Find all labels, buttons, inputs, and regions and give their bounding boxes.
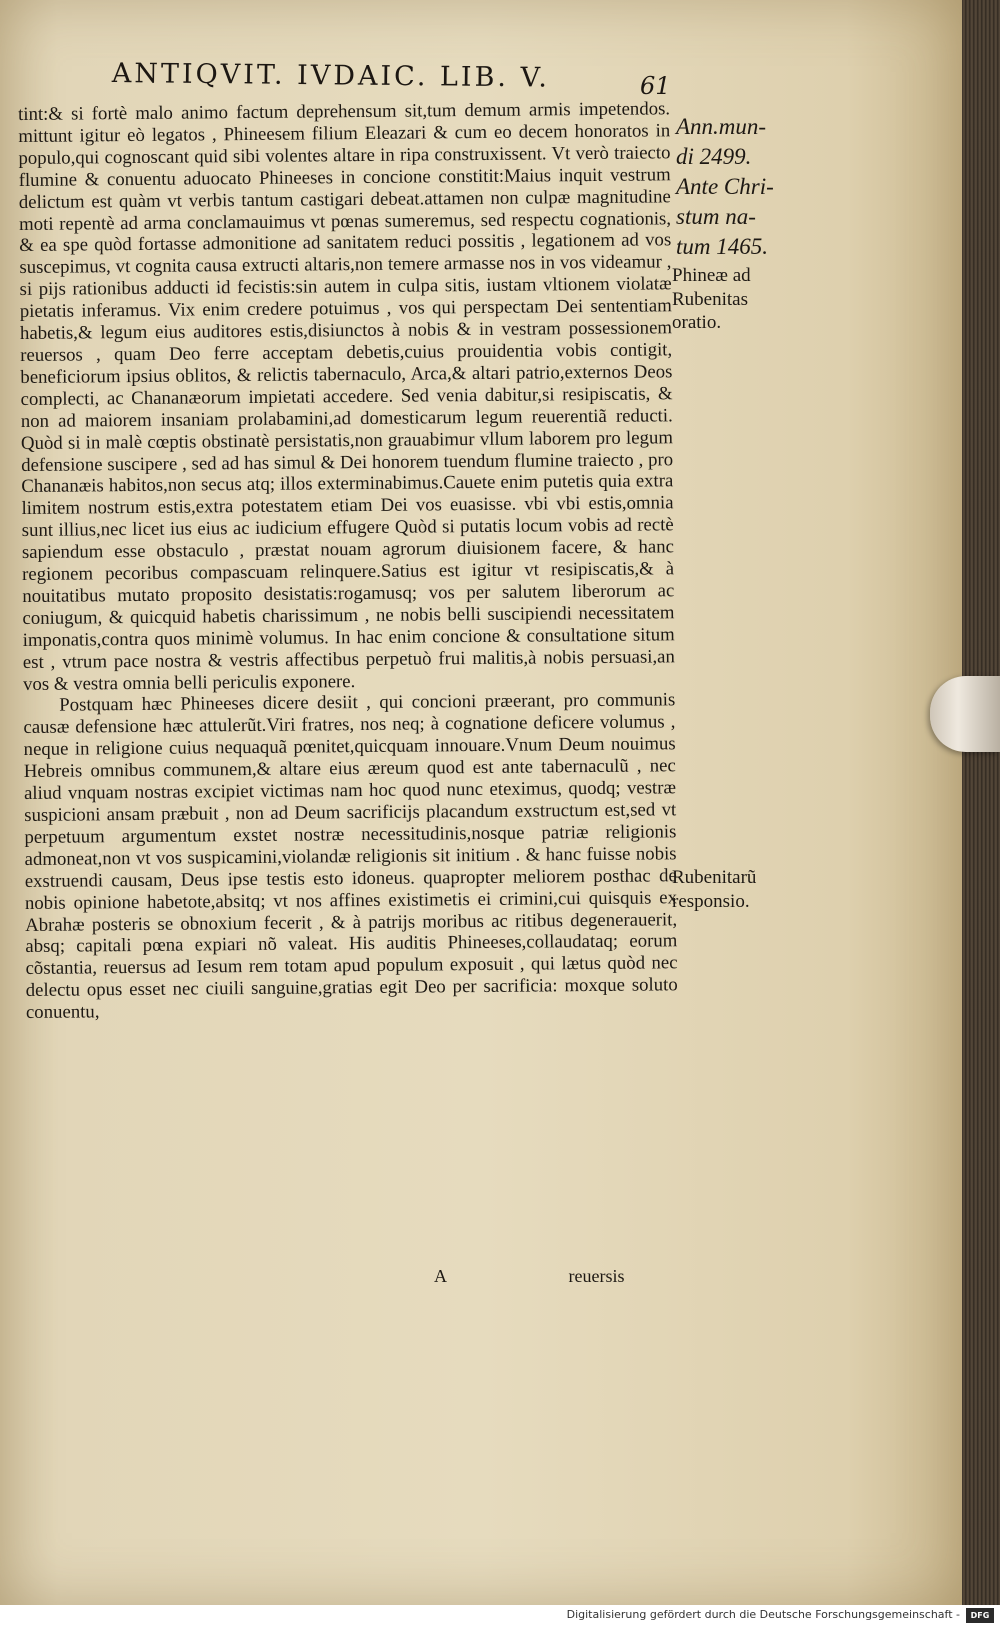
signature-and-catchword [434,1266,674,1287]
margin-note-line: Rubenitarũ [672,867,757,888]
body-paragraph-2: Postquam hæc Phineeses dicere desiit , qui concioni præerant, pro communis causæ defensione hæc attulerũt.Viri fratres, nos neq; à cognatione deficere volumus , neque in religione cuius nequaquã pœnitet,quicquam innouare.Vnum Deum nouimus Hebreis omnibus communem,& altare eius æreum quod est ante tabernaculũ , nec aliud vnquam nostras excipiet victimas nam hoc quod nunc eteximus, quodq; vestræ suspicioni ansam præbuit , non ad Deum sacrificijs placandum exstructum est,sed vt perpetuum argumentum exstet nostræ necessitudinis,nosque patriæ religionis admoneat,non vt vos suspicamini,violandæ religionis sit initium . & hanc fuisse nobis exstruendi causam, Deus ipse testis esto idoneus. quapropter meliorem posthac de nobis opinione habetote,absitq; vt nos affines existimetis ei crimini,cui quisquis ex Abrahæ posteris se obnoxium fecerit , & à patrijs moribus ac ritibus degenerauerit, absq; capitali pœna expiari nõ valeat. His auditis Phineeses,collaudataq; eorum cõstantia, reuersus ad Iesum rem totam apud populum exposuit , qui lætus quòd nec delectu opus esset nec ciuili sanguine,gratias egit Deo per sacrificia: moxque soluto conuentu, [23,689,678,1024]
margin-note-dating [676,112,794,262]
page-number: 61 [640,72,671,100]
margin-note-line: Ann.mun- [676,114,767,139]
page-clip [930,676,1000,752]
signature-mark: A [434,1266,447,1286]
footer-bar [0,1605,1000,1628]
margin-note-phinees-oration [672,264,797,335]
dfg-logo-icon: DFG [966,1608,994,1623]
body-paragraph-1: tint:& si fortè malo animo factum deprehensum sit,tum demum armis impetendos. mittunt igitur eò legatos , Phineesem filium Eleazari & cum eo decem honoratos in populo,qui cognoscant quid sibi volentes altare in ripa construxissent. Vt verò traiecto flumine & conuentu aduocato Phineeses in concione constitit:Maius inquit vestrum delictum est quàm vt verbis tantum castigari debeat.attamen non culpæ magnitudine moti repentè ad arma conclamauimus vt pœnas sumeremus, sed respectu cognationis, & ea spe quòd fortasse admonitione ad sanitatem reduci possitis , legationem ad vos suscepimus, vt cognita causa extructi altaris,non temere armasse nos in vos videamur , si pijs rationibus adducti id fecistis:sin autem in culpa sitis, iustam vltionem violatæ pietatis inferamus. Vix enim credere potuimus , vos qui perspectam Dei sententiam habetis,& legum eius auditores estis,disiunctos à nobis & in vestram possessionem reuersos , quam Deo ferre acceptam debetis,cuius prouidentia vobis contigit, beneficiorum ipsius oblitos, & relictis tabernaculo, Arca,& altari patrio,externos Deos complecti, ac Chananæorum impietati accedere. Sed venia dabitur,si resipiscatis, & non ad maiorem insaniam prolabamini,ad domesticarum legum reuerentiã reducti. Quòd si in malè cœptis obstinatè persistatis,non grauabimur vllum laborem pro legum defensione suscipere , sed ad has simul & Dei honorem tuendum flumine traiecto , pro Chananæis habitos,non secus atq; illos exterminabimus.Cauete enim putetis quia extra limitem nostrum estis,extra potestatem etiam Dei vos euasisse. vbi vbi estis,omnia sunt illius,nec licet ius eius ac iudicium effugere Quòd si putatis locum vobis ad rectè sapiendum esse obstaculo , præstat nouam agrorum diuisionem facere, & hanc regionem pecoribus compascuam relinquere.Satius est igitur vt resipiscatis,& à nouitatibus mutato proposito desistatis:rogamusq; vos per salutem liberorum ac coniugum, & quicquid habetis charissimum , ne nobis belli suscipiendi necessitatem imponatis,contra quos minimè volumus. In hac enim concione & consultatione situm est , vtrum pace nostra & vestris affectibus perpetuò frui malitis,à nobis persuasi,an vos & vestra omnia belli periculis exponere. [18,98,675,695]
margin-note-line: Ante Chri- [676,174,774,199]
margin-note-line: stum na- [676,204,756,229]
running-head: ANTIQVIT. IVDAIC. LIB. V. [111,58,551,94]
main-text-column [18,98,678,1024]
margin-note-line: di 2499. [676,144,752,169]
footer-credit: Digitalisierung gefördert durch die Deutsche Forschungsgemeinschaft - [566,1608,960,1621]
margin-note-line: oratio. [672,312,722,333]
catchword: reuersis [568,1266,625,1286]
margin-note-line: responsio. [672,890,750,912]
margin-note-line: Phineæ ad [672,265,751,286]
margin-note-rubenite-response [672,866,797,913]
margin-note-line: tum 1465. [676,234,768,259]
margin-note-line: Rubenitas [672,288,748,310]
page-edge-stack [962,0,1000,1605]
